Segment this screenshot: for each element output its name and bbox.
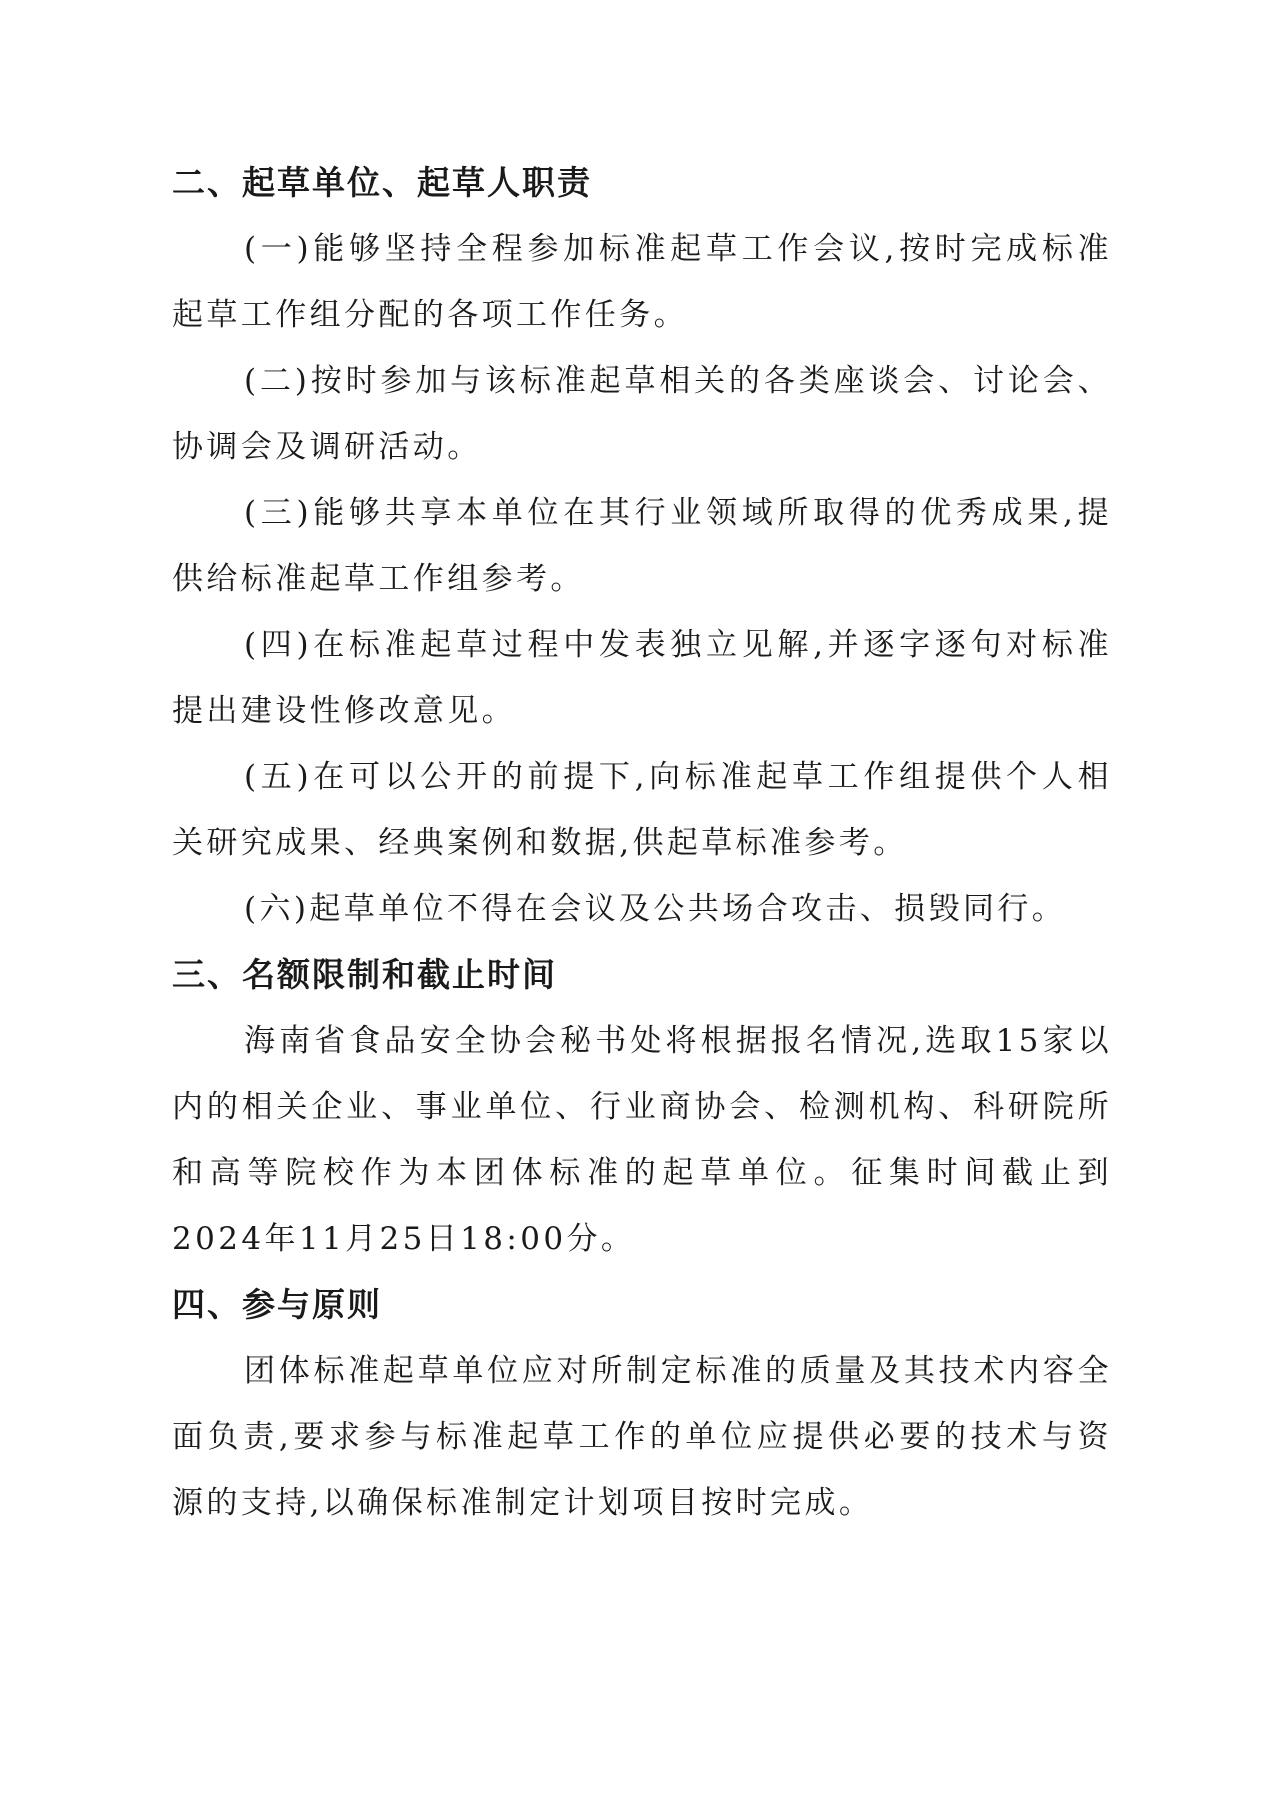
paragraph: 海南省食品安全协会秘书处将根据报名情况,选取15家以内的相关企业、事业单位、行业商协会、检测机构、科研院所和高等院校作为本团体标准的起草单位。征集时间截止到2024年11月25日18:00分。 xyxy=(172,1023,1112,1257)
section-heading: 二、起草单位、起草人职责 xyxy=(172,163,592,202)
paragraph: (一)能够坚持全程参加标准起草工作会议,按时完成标准起草工作组分配的各项工作任务。 xyxy=(172,231,1112,333)
paragraph: (四)在标准起草过程中发表独立见解,并逐字逐句对标准提出建设性修改意见。 xyxy=(172,627,1112,729)
section-quota-deadline xyxy=(172,942,1112,1272)
paragraph: (五)在可以公开的前提下,向标准起草工作组提供个人相关研究成果、经典案例和数据,供起草标准参考。 xyxy=(172,759,1112,861)
section-drafter-duties xyxy=(172,150,1112,942)
document-page xyxy=(172,150,1112,1536)
paragraph: (三)能够共享本单位在其行业领域所取得的优秀成果,提供给标准起草工作组参考。 xyxy=(172,495,1112,597)
paragraph: (六)起草单位不得在会议及公共场合攻击、损毁同行。 xyxy=(244,891,1067,927)
section-heading: 四、参与原则 xyxy=(172,1285,382,1324)
section-heading: 三、名额限制和截止时间 xyxy=(172,955,557,994)
paragraph: (二)按时参加与该标准起草相关的各类座谈会、讨论会、协调会及调研活动。 xyxy=(172,363,1112,465)
paragraph: 团体标准起草单位应对所制定标准的质量及其技术内容全面负责,要求参与标准起草工作的单位应提供必要的技术与资源的支持,以确保标准制定计划项目按时完成。 xyxy=(172,1353,1112,1521)
section-participation-principles xyxy=(172,1272,1112,1536)
